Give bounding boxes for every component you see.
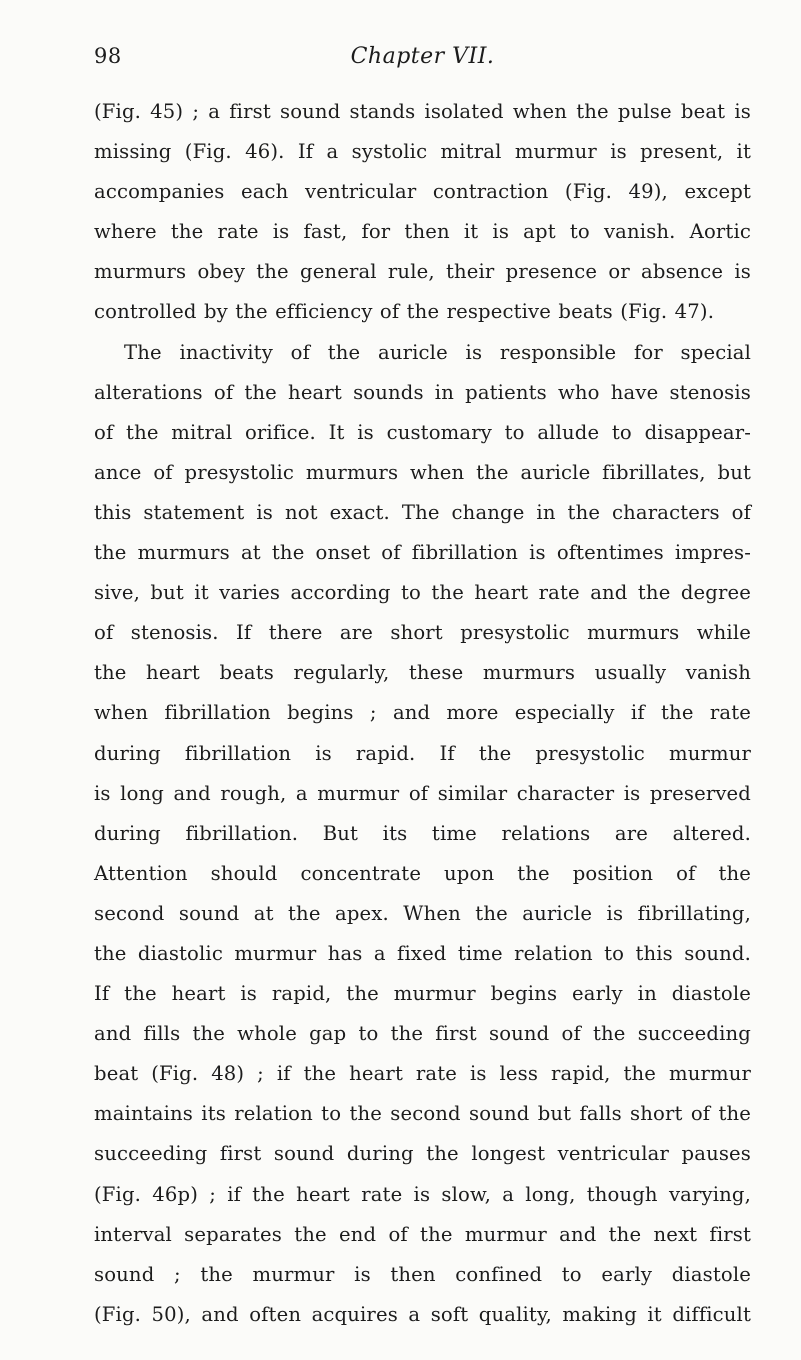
text-line: sound ; the murmur is then confined to early diastole xyxy=(94,1262,751,1286)
text-line: ance of presystolic murmurs when the auricle fibrillates, but xyxy=(94,460,751,484)
text-line: second sound at the apex. When the auricle is fibrillating, xyxy=(94,901,751,925)
text-line: alterations of the heart sounds in patients who have stenosis xyxy=(94,380,751,404)
body-text xyxy=(94,92,751,1335)
text-line: If the heart is rapid, the murmur begins early in diastole xyxy=(94,982,751,1006)
text-line: accompanies each ventricular contraction (Fig. 49), except xyxy=(94,180,751,204)
text-line: controlled by the efficiency of the respective beats (Fig. 47). xyxy=(94,300,715,324)
text-line: is long and rough, a murmur of similar character is preserved xyxy=(94,781,751,805)
text-line: and fills the whole gap to the first sound of the succeeding xyxy=(94,1022,751,1046)
text-line: (Fig. 50), and often acquires a soft quality, making it difficult xyxy=(94,1302,751,1326)
text-line: murmurs obey the general rule, their presence or absence is xyxy=(94,260,751,284)
text-line: interval separates the end of the murmur and the next first xyxy=(94,1222,751,1246)
text-line: the heart beats regularly, these murmurs usually vanish xyxy=(94,661,751,685)
text-line: during fibrillation. But its time relations are altered. xyxy=(94,821,751,845)
page-header xyxy=(94,44,751,84)
text-line: Attention should concentrate upon the position of the xyxy=(94,861,751,885)
text-line: beat (Fig. 48) ; if the heart rate is less rapid, the murmur xyxy=(94,1062,751,1086)
text-line: the murmurs at the onset of fibrillation is oftentimes impres- xyxy=(94,541,751,565)
page-number: 98 xyxy=(94,44,122,68)
text-line: The inactivity of the auricle is responsible for special xyxy=(124,340,751,364)
text-line: missing (Fig. 46). If a systolic mitral murmur is present, it xyxy=(94,140,751,164)
text-line: of stenosis. If there are short presystolic murmurs while xyxy=(94,621,751,645)
text-line: this statement is not exact. The change in the characters of xyxy=(94,500,751,524)
text-line: of the mitral orifice. It is customary to allude to disappear- xyxy=(94,420,751,444)
text-line: during fibrillation is rapid. If the presystolic murmur xyxy=(94,741,751,765)
text-line: when fibrillation begins ; and more especially if the rate xyxy=(94,701,751,725)
text-line: where the rate is fast, for then it is apt to vanish. Aortic xyxy=(94,220,751,244)
text-line: the diastolic murmur has a fixed time relation to this sound. xyxy=(94,941,751,965)
text-line: (Fig. 46p) ; if the heart rate is slow, a long, though varying, xyxy=(94,1182,751,1206)
running-head: Chapter VII. xyxy=(350,44,495,69)
text-line: succeeding first sound during the longest ventricular pauses xyxy=(94,1142,751,1166)
text-line: maintains its relation to the second sound but falls short of the xyxy=(94,1102,751,1126)
text-line: (Fig. 45) ; a first sound stands isolated when the pulse beat is xyxy=(94,100,751,123)
text-line: sive, but it varies according to the heart rate and the degree xyxy=(94,581,751,605)
